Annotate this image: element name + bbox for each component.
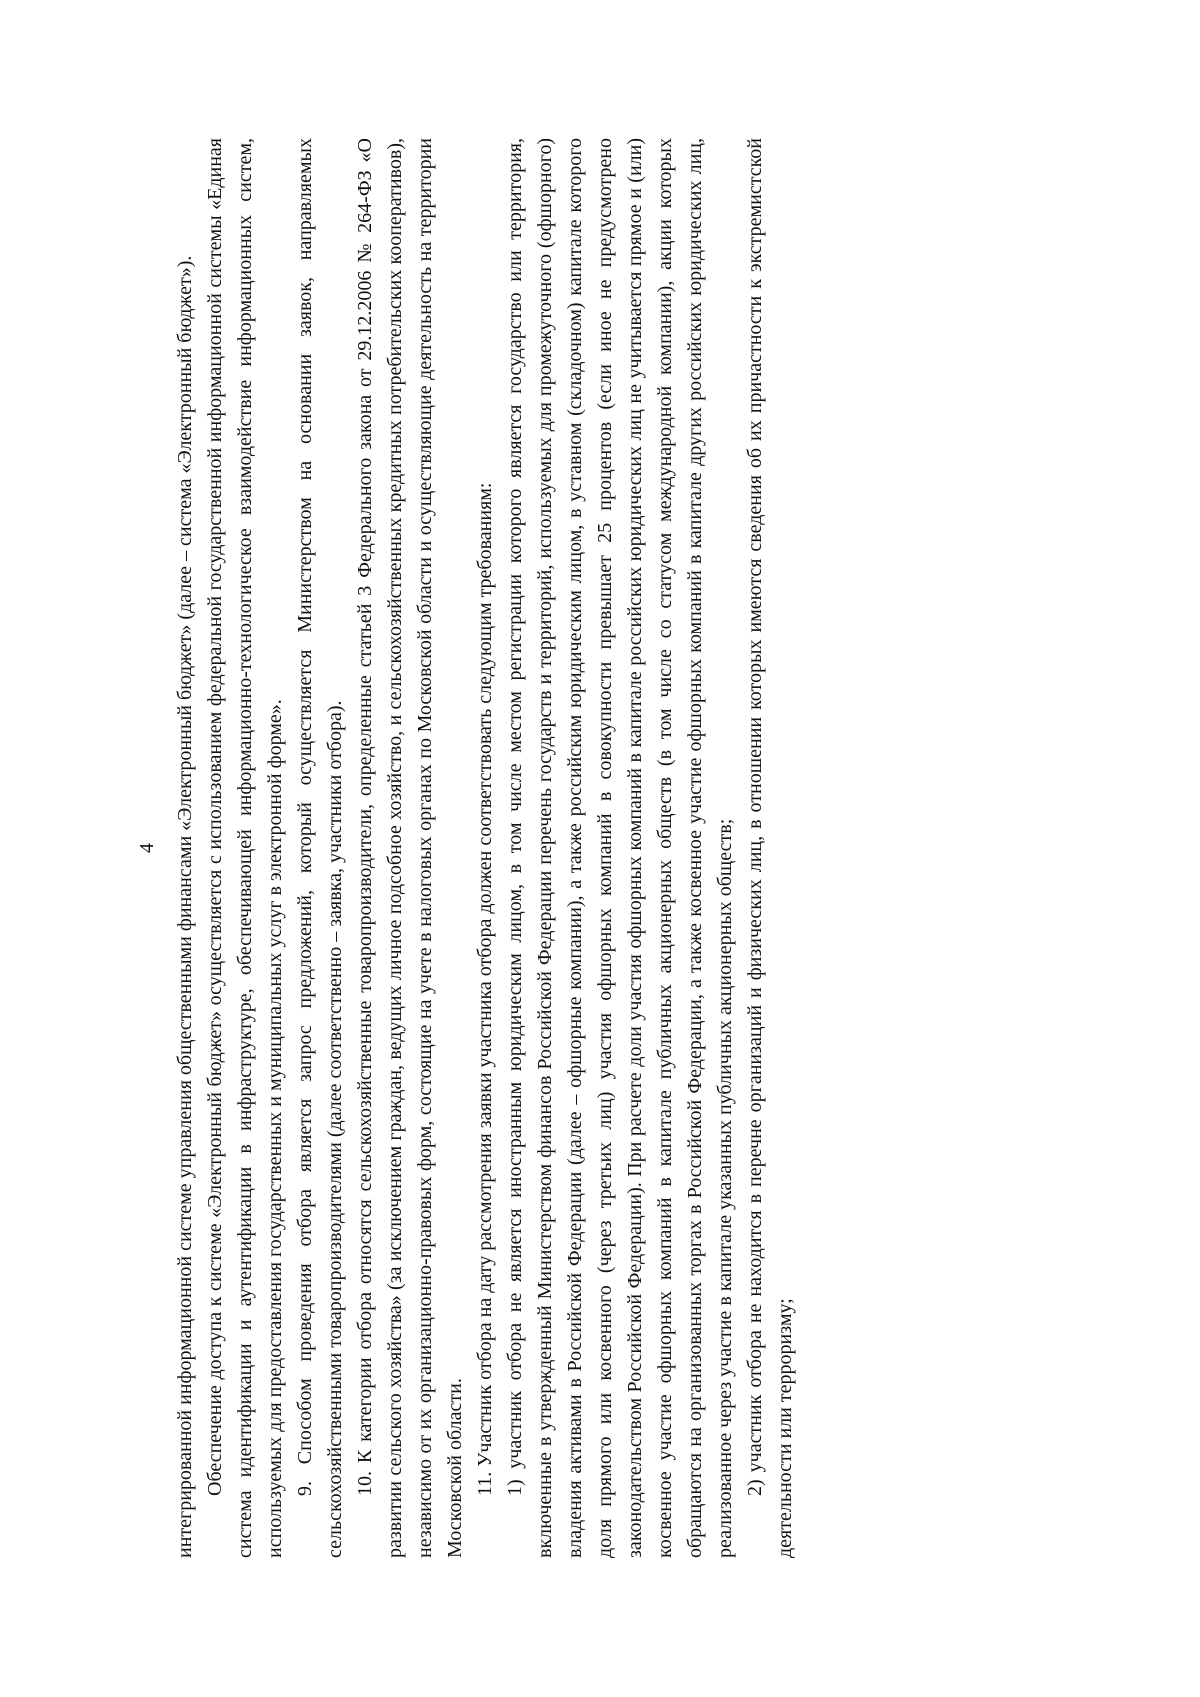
paragraph-requirement-2: 2) участник отбора не находится в перечне организаций и физических лиц, в отношении которых имеются сведения об их причастности к экстремистской деятельности или терроризму; bbox=[744, 138, 796, 1558]
paragraph-item-11: 11. Участник отбора на дату рассмотрения заявки участника отбора должен соответствовать следующим требованиям: bbox=[474, 482, 496, 1496]
paragraph-continuation: интегрированной информационной системе управления общественными финансами «Электронный бюджет» (далее – система «Электронный бюджет»). bbox=[174, 255, 196, 1558]
paragraph-item-10: 10. К категории отбора относятся сельскохозяйственные товаропроизводители, определенные статьей 3 Федерального закона от 29.12.2006 № 264-ФЗ «О развитии сельского хозяйства» (за исключением граждан, ведущих личное подсобное хозяйство, и сельскохозяйственных кредитных потребительских кооперативов), независимо от их организационно-правовых форм, состоящие на учете в налоговых органах по Московской области и осуществляющие деятельность на территории Московской области. bbox=[354, 138, 466, 1558]
paragraph-access: Обеспечение доступа к системе «Электронный бюджет» осуществляется с использованием федеральной государственной информационной системы «Единая система идентификации и аутентификации в инфраструктуре, обеспечивающей информационно-технологическое взаимодействие информационных систем, используемых для предоставления государственных и муниципальных услуг в электронной форме». bbox=[204, 138, 286, 1558]
page-number: 4 bbox=[136, 843, 158, 853]
paragraph-requirement-1: 1) участник отбора не является иностранным юридическим лицом, в том числе местом регистрации которого является государство или территория, включенные в утвержденный Министерством финансов Российской Федерации перечень государств и территорий, используемых для промежуточного (офшорного) владения активами в Российской Федерации (далее – офшорные компании), а также российским юридическим лицом, в уставном (складочном) капитале которого доля прямого или косвенного (через третьих лиц) участия офшорных компаний в совокупности превышает 25 процентов (если иное не предусмотрено законодательством Российской Федерации). При расчете доли участия офшорных компаний в капитале российских юридических лиц не учитывается прямое и (или) косвенное участие офшорных компаний в капитале публичных акционерных обществ (в том числе со статусом международной компании), акции которых обращаются на организованных торгах в Российской Федерации, а также косвенное участие офшорных компаний в капитале других российских юридических лиц, реализованное через участие в капитале указанных публичных акционерных обществ; bbox=[504, 138, 736, 1558]
paragraph-item-9: 9. Способом проведения отбора является запрос предложений, который осуществляется Министерством на основании заявок, направляемых сельскохозяйственными товаропроизводителями (далее соответственно – заявка, участники отбора). bbox=[294, 138, 346, 1558]
rotated-text-frame bbox=[136, 138, 1030, 1558]
